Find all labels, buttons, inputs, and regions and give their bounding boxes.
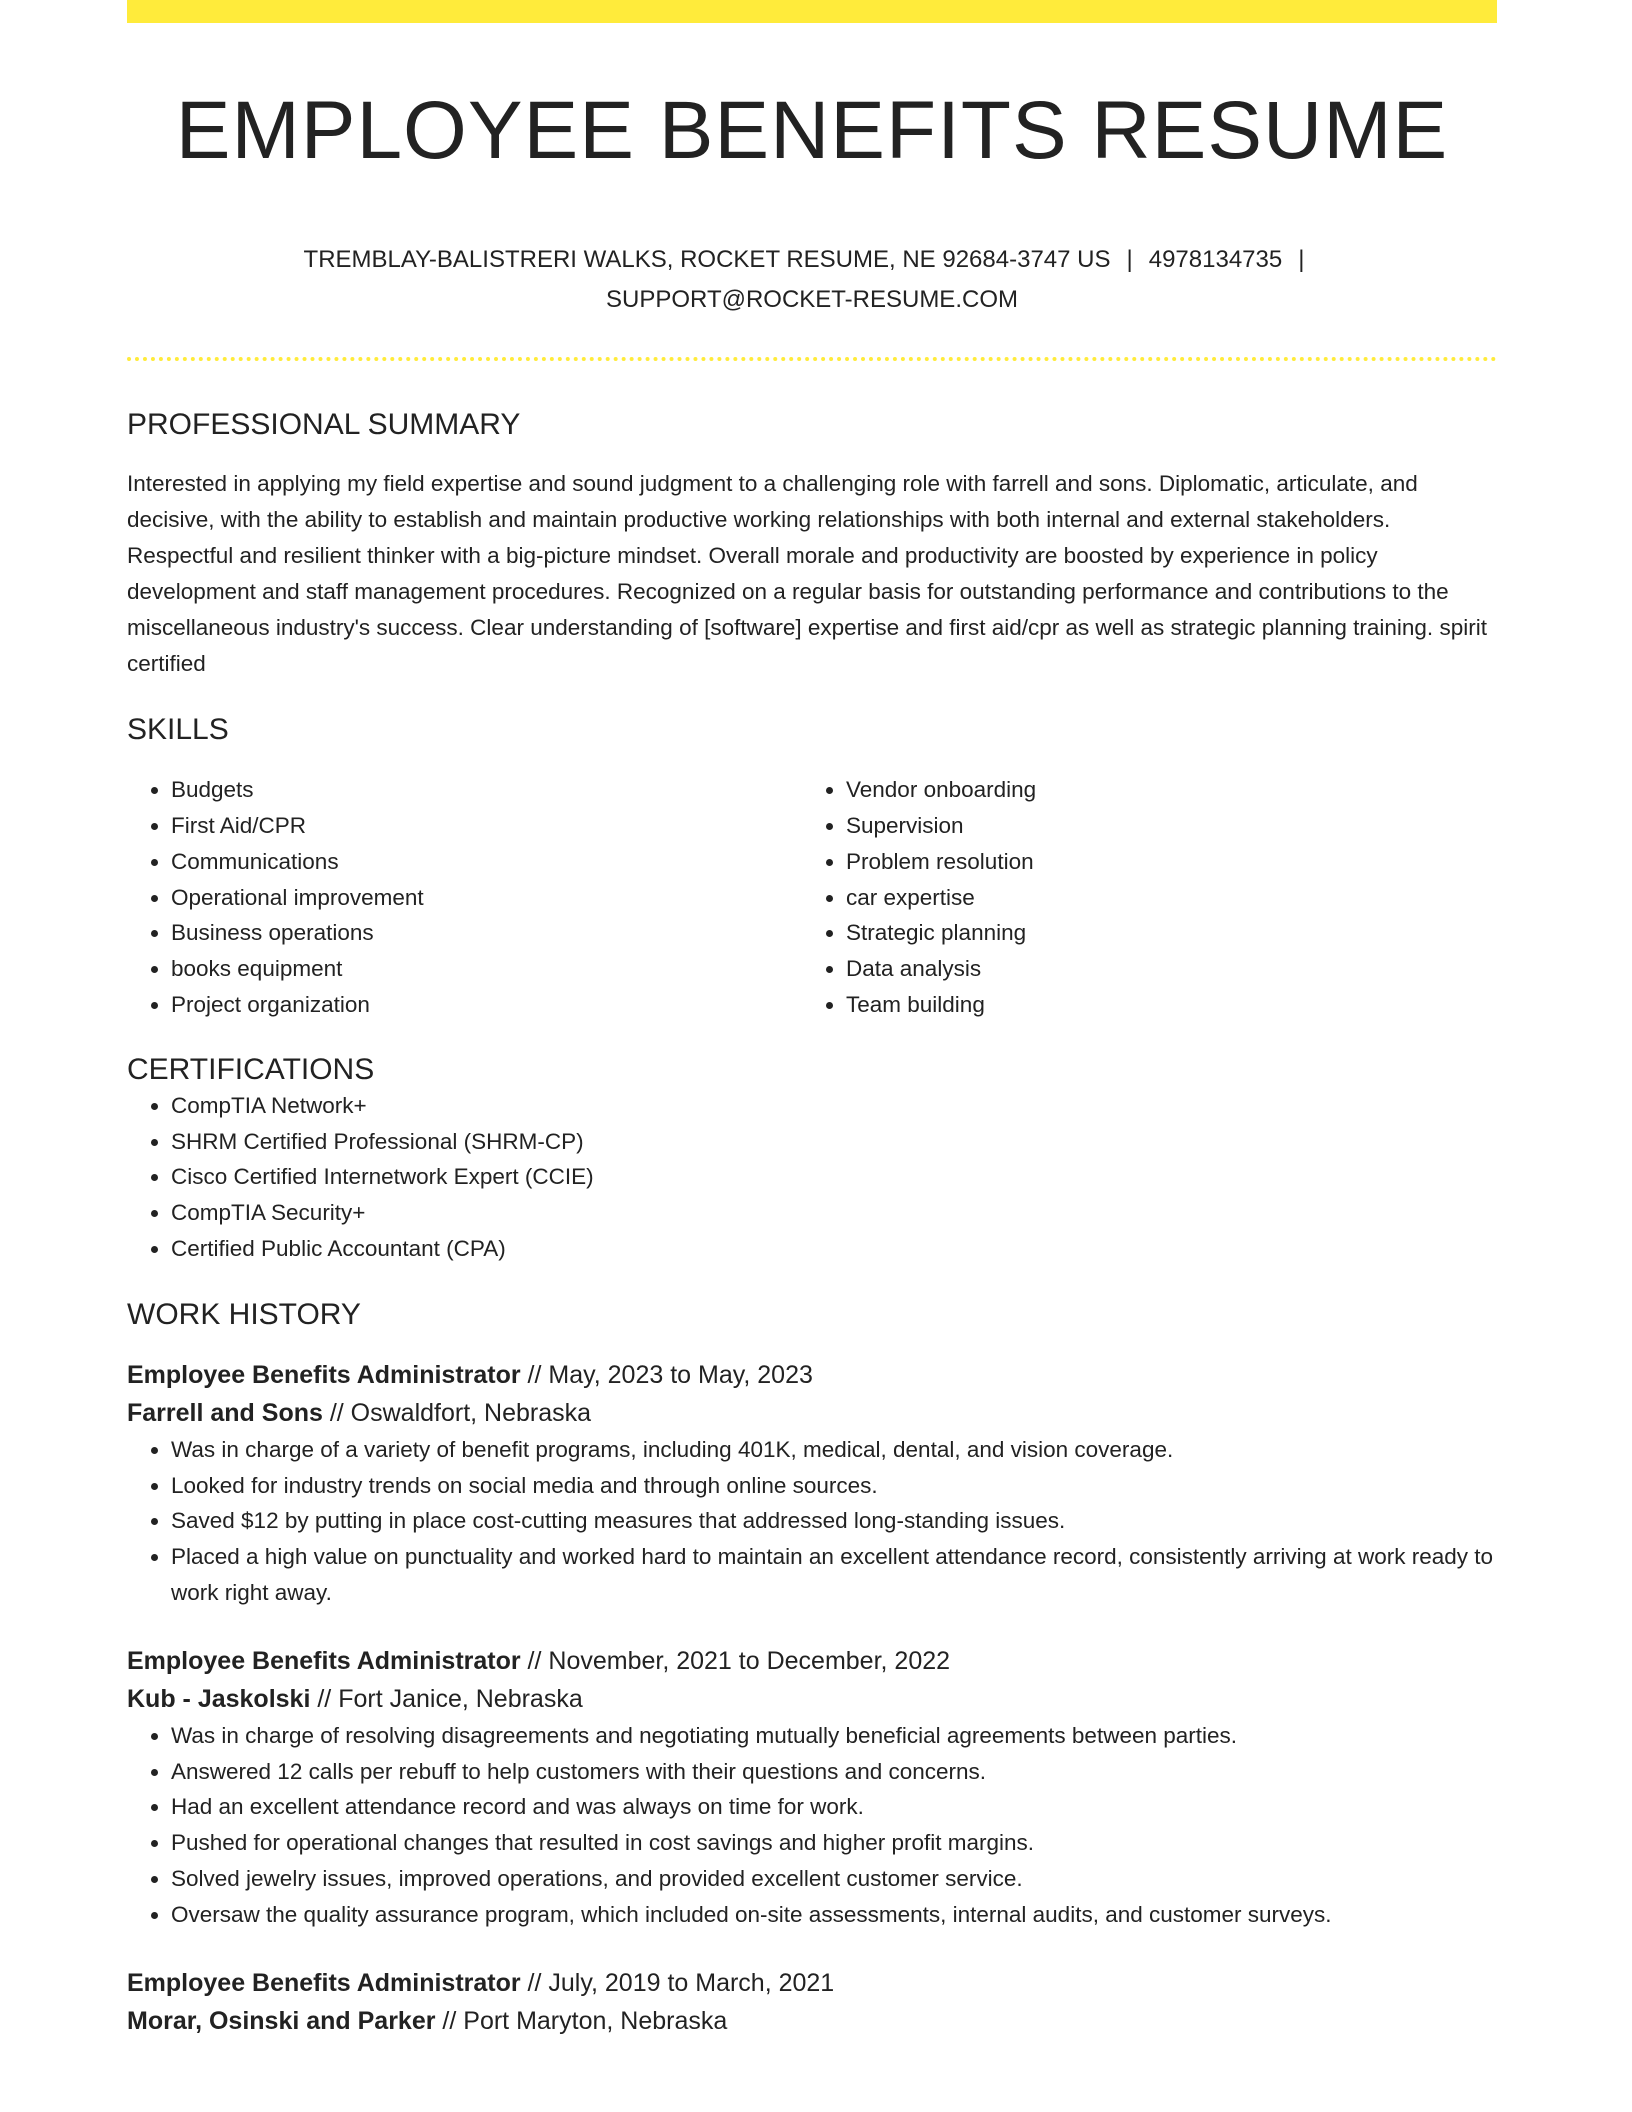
contact-separator: | (1126, 246, 1133, 274)
job-entry (127, 1356, 1497, 1611)
certification-item: • Certified Public Accountant (CPA) (171, 1231, 1497, 1267)
skills-column-right (802, 772, 1477, 1023)
certifications-heading: CERTIFICATIONS (127, 1052, 375, 1086)
job-dates: // July, 2019 to March, 2021 (520, 1968, 835, 1997)
job-company: Farrell and Sons (127, 1398, 323, 1427)
skill-item: • Business operations (171, 915, 802, 951)
job-dates: // November, 2021 to December, 2022 (520, 1646, 951, 1675)
job-title: Employee Benefits Administrator (127, 1360, 521, 1389)
job-location: // Fort Janice, Nebraska (310, 1684, 583, 1713)
job-title-line (127, 1964, 1497, 2002)
resume-title: EMPLOYEE BENEFITS RESUME (175, 85, 1449, 176)
job-duty: • Oversaw the quality assurance program, which included on-site assessments, internal audits, and customer surveys. (171, 1897, 1497, 1933)
certification-item: • SHRM Certified Professional (SHRM-CP) (171, 1124, 1497, 1160)
skill-item: • First Aid/CPR (171, 808, 802, 844)
job-duty: • Was in charge of resolving disagreements and negotiating mutually beneficial agreements between parties. (171, 1718, 1497, 1754)
skills-column-left (127, 772, 802, 1023)
job-location: // Port Maryton, Nebraska (435, 2006, 728, 2035)
skills-grid (127, 772, 1497, 1023)
summary-heading: PROFESSIONAL SUMMARY (127, 408, 521, 442)
contact-phone: 4978134735 (1148, 246, 1283, 274)
job-duty: • Solved jewelry issues, improved operations, and provided excellent customer service. (171, 1861, 1497, 1897)
skills-heading: SKILLS (127, 713, 229, 747)
contact-separator: | (1298, 246, 1305, 274)
job-title: Employee Benefits Administrator (127, 1968, 521, 1997)
certifications-list (127, 1088, 1497, 1267)
job-duties-list (127, 1718, 1497, 1933)
contact-address: TREMBLAY-BALISTRERI WALKS, ROCKET RESUME, NE 92684-3747 US (303, 246, 1111, 274)
job-entry (127, 1642, 1497, 1933)
job-company-line (127, 2002, 1497, 2040)
resume-page (127, 0, 1497, 2040)
job-company-line (127, 1394, 1497, 1432)
skill-item: • Vendor onboarding (846, 772, 1477, 808)
job-duties-list (127, 1432, 1497, 1611)
job-duty: • Saved $12 by putting in place cost-cutting measures that addressed long-standing issues. (171, 1503, 1497, 1539)
skill-item: • Supervision (846, 808, 1477, 844)
job-dates: // May, 2023 to May, 2023 (520, 1360, 813, 1389)
certification-item: • Cisco Certified Internetwork Expert (CCIE) (171, 1159, 1497, 1195)
certification-item: • CompTIA Security+ (171, 1195, 1497, 1231)
job-company: Kub - Jaskolski (127, 1684, 311, 1713)
contact-block (127, 240, 1497, 320)
job-location: // Oswaldfort, Nebraska (322, 1398, 592, 1427)
dotted-divider (127, 357, 1497, 361)
summary-text: Interested in applying my field expertise and sound judgment to a challenging role with farrell and sons. Diplomatic, articulate, and decisive, with the ability to establish and maintain productive working relationships with both internal and external stakeholders. Respectful and resilient thinker with a big-picture mindset. Overall morale and productivity are boosted by experience in policy development and staff management procedures. Recognized on a regular basis for outstanding performance and contributions to the miscellaneous industry's success. Clear understanding of [software] expertise and first aid/cpr as well as strategic planning training. spirit certified (127, 471, 1487, 677)
skills-list-left (127, 772, 802, 1023)
job-company: Morar, Osinski and Parker (127, 2006, 436, 2035)
job-duty: • Answered 12 calls per rebuff to help customers with their questions and concerns. (171, 1754, 1497, 1790)
job-title-line (127, 1642, 1497, 1680)
skills-list-right (802, 772, 1477, 1023)
skill-item: • Data analysis (846, 951, 1477, 987)
job-duty: • Placed a high value on punctuality and worked hard to maintain an excellent attendance record, consistently arriving at work ready to work right away. (171, 1539, 1497, 1611)
job-duty: • Pushed for operational changes that resulted in cost savings and higher profit margins. (171, 1825, 1497, 1861)
skill-item: • Budgets (171, 772, 802, 808)
skill-item: • Team building (846, 987, 1477, 1023)
work-history-heading: WORK HISTORY (127, 1297, 361, 1331)
skill-item: • books equipment (171, 951, 802, 987)
job-company-line (127, 1680, 1497, 1718)
skill-item: • Strategic planning (846, 915, 1477, 951)
skill-item: • car expertise (846, 880, 1477, 916)
skill-item: • Operational improvement (171, 880, 802, 916)
contact-email: SUPPORT@ROCKET-RESUME.COM (606, 286, 1018, 314)
top-accent-bar (127, 0, 1497, 23)
skill-item: • Communications (171, 844, 802, 880)
job-duty: • Looked for industry trends on social media and through online sources. (171, 1468, 1497, 1504)
job-duty: • Had an excellent attendance record and was always on time for work. (171, 1789, 1497, 1825)
job-entry (127, 1964, 1497, 2040)
job-title-line (127, 1356, 1497, 1394)
job-duty: • Was in charge of a variety of benefit programs, including 401K, medical, dental, and vision coverage. (171, 1432, 1497, 1468)
skill-item: • Project organization (171, 987, 802, 1023)
skill-item: • Problem resolution (846, 844, 1477, 880)
job-title: Employee Benefits Administrator (127, 1646, 521, 1675)
certification-item: • CompTIA Network+ (171, 1088, 1497, 1124)
